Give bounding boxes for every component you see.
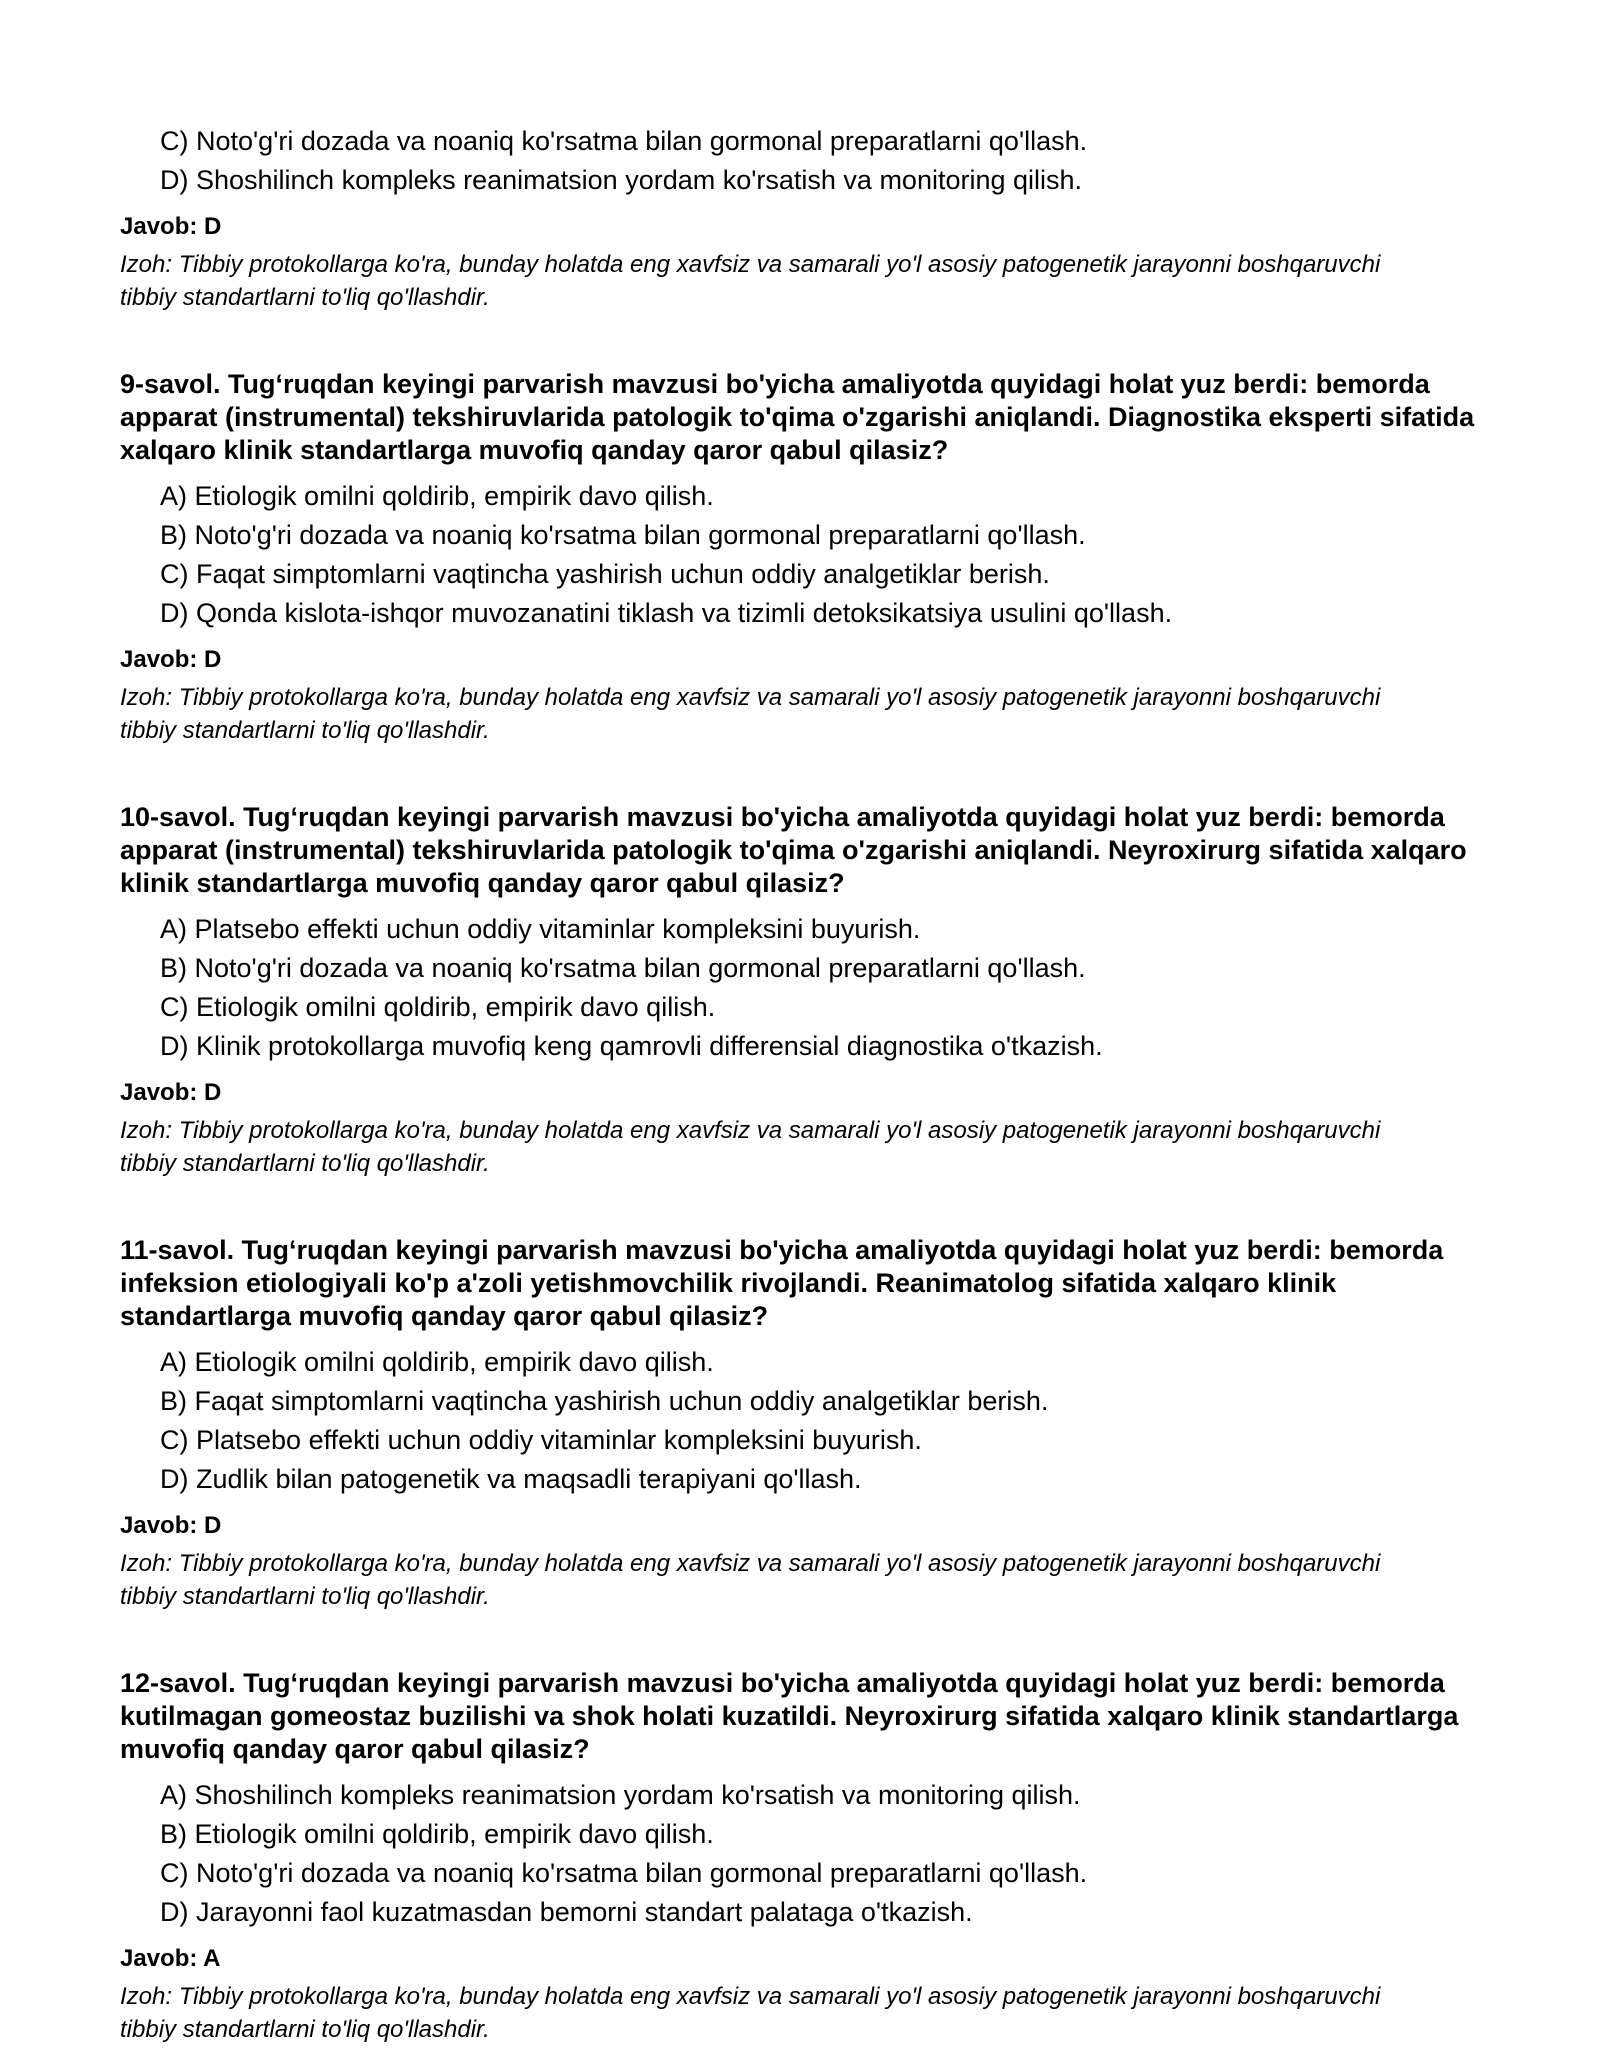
option-b: B) Faqat simptomlarni vaqtincha yashirish uchun oddiy analgetiklar berish.: [160, 1386, 1049, 1416]
answer-label: Javob: A: [120, 1945, 221, 1972]
option-a: A) Platsebo effekti uchun oddiy vitaminlar kompleksini buyurish.: [160, 914, 921, 944]
option-b: B) Noto'g'ri dozada va noaniq ko'rsatma bilan gormonal preparatlarni qo'llash.: [160, 953, 1086, 983]
question-block-12: [120, 1667, 1520, 2046]
explanation-note: Izoh: Tibbiy protokollarga ko'ra, bunday holatda eng xavfsiz va samarali yo'l asosiy patogenetik jarayonni boshqaruvchi tibbiy standartlarni to'liq qo'llashdir.: [120, 251, 1381, 311]
option-a: A) Etiologik omilni qoldirib, empirik davo qilish.: [160, 481, 714, 511]
option-b: B) Noto'g'ri dozada va noaniq ko'rsatma bilan gormonal preparatlarni qo'llash.: [160, 520, 1086, 550]
option-d: D) Klinik protokollarga muvofiq keng qamrovli differensial diagnostika o'tkazish.: [160, 1031, 1103, 1061]
option-list: [120, 1343, 1520, 1499]
answer-label: Javob: D: [120, 213, 222, 240]
question-block-9: [120, 368, 1520, 747]
answer-label: Javob: D: [120, 1512, 222, 1539]
option-a: A) Shoshilinch kompleks reanimatsion yordam ko'rsatish va monitoring qilish.: [160, 1780, 1081, 1810]
explanation-note: Izoh: Tibbiy protokollarga ko'ra, bunday holatda eng xavfsiz va samarali yo'l asosiy patogenetik jarayonni boshqaruvchi tibbiy standartlarni to'liq qo'llashdir.: [120, 1117, 1381, 1177]
question-block-continued: [120, 122, 1520, 314]
question-text: 10-savol. Tug‘ruqdan keyingi parvarish mavzusi bo'yicha amaliyotda quyidagi holat yuz berdi: bemorda apparat (instrumental) tekshiruvlarida patologik to'qima o'zgarishi aniqlandi. Neyroxirurg sifatida xalqaro klinik standartlarga muvofiq qanday qaror qabul qilasiz?: [120, 802, 1467, 898]
option-list: [120, 1776, 1520, 1932]
answer-label: Javob: D: [120, 1079, 222, 1106]
option-c: C) Platsebo effekti uchun oddiy vitaminlar kompleksini buyurish.: [160, 1425, 922, 1455]
question-heading: [120, 1234, 1520, 1333]
option-c: C) Faqat simptomlarni vaqtincha yashirish uchun oddiy analgetiklar berish.: [160, 559, 1050, 589]
option-c: C) Noto'g'ri dozada va noaniq ko'rsatma bilan gormonal preparatlarni qo'llash.: [160, 126, 1088, 156]
option-list: [120, 477, 1520, 633]
option-list: [120, 910, 1520, 1066]
question-heading: [120, 368, 1520, 467]
option-c: C) Noto'g'ri dozada va noaniq ko'rsatma bilan gormonal preparatlarni qo'llash.: [160, 1858, 1088, 1888]
explanation-note: Izoh: Tibbiy protokollarga ko'ra, bunday holatda eng xavfsiz va samarali yo'l asosiy patogenetik jarayonni boshqaruvchi tibbiy standartlarni to'liq qo'llashdir.: [120, 684, 1381, 744]
option-b: B) Etiologik omilni qoldirib, empirik davo qilish.: [160, 1819, 714, 1849]
question-heading: [120, 1667, 1520, 1766]
answer-label: Javob: D: [120, 646, 222, 673]
option-d: D) Qonda kislota-ishqor muvozanatini tiklash va tizimli detoksikatsiya usulini qo'llash.: [160, 598, 1173, 628]
question-heading: [120, 801, 1520, 900]
question-text: 9-savol. Tug‘ruqdan keyingi parvarish mavzusi bo'yicha amaliyotda quyidagi holat yuz berdi: bemorda apparat (instrumental) tekshiruvlarida patologik to'qima o'zgarishi aniqlandi. Diagnostika eksperti sifatida xalqaro klinik standartlarga muvofiq qanday qaror qabul qilasiz?: [120, 369, 1475, 465]
option-list: [120, 122, 1520, 200]
option-c: C) Etiologik omilni qoldirib, empirik davo qilish.: [160, 992, 716, 1022]
option-d: D) Jarayonni faol kuzatmasdan bemorni standart palataga o'tkazish.: [160, 1897, 973, 1927]
option-d: D) Shoshilinch kompleks reanimatsion yordam ko'rsatish va monitoring qilish.: [160, 165, 1083, 195]
option-d: D) Zudlik bilan patogenetik va maqsadli terapiyani qo'llash.: [160, 1464, 862, 1494]
question-text: 11-savol. Tug‘ruqdan keyingi parvarish mavzusi bo'yicha amaliyotda quyidagi holat yuz berdi: bemorda infeksion etiologiyali ko'p a'zoli yetishmovchilik rivojlandi. Reanimatolog sifatida xalqaro klinik standartlarga muvofiq qanday qaror qabul qilasiz?: [120, 1235, 1444, 1331]
question-block-11: [120, 1234, 1520, 1613]
question-text: 12-savol. Tug‘ruqdan keyingi parvarish mavzusi bo'yicha amaliyotda quyidagi holat yuz berdi: bemorda kutilmagan gomeostaz buzilishi va shok holati kuzatildi. Neyroxirurg sifatida xalqaro klinik standartlarga muvofiq qanday qaror qabul qilasiz?: [120, 1668, 1459, 1764]
explanation-note: Izoh: Tibbiy protokollarga ko'ra, bunday holatda eng xavfsiz va samarali yo'l asosiy patogenetik jarayonni boshqaruvchi tibbiy standartlarni to'liq qo'llashdir.: [120, 1983, 1381, 2043]
explanation-note: Izoh: Tibbiy protokollarga ko'ra, bunday holatda eng xavfsiz va samarali yo'l asosiy patogenetik jarayonni boshqaruvchi tibbiy standartlarni to'liq qo'llashdir.: [120, 1550, 1381, 1610]
document-page: [120, 122, 1520, 2046]
question-block-10: [120, 801, 1520, 1180]
option-a: A) Etiologik omilni qoldirib, empirik davo qilish.: [160, 1347, 714, 1377]
